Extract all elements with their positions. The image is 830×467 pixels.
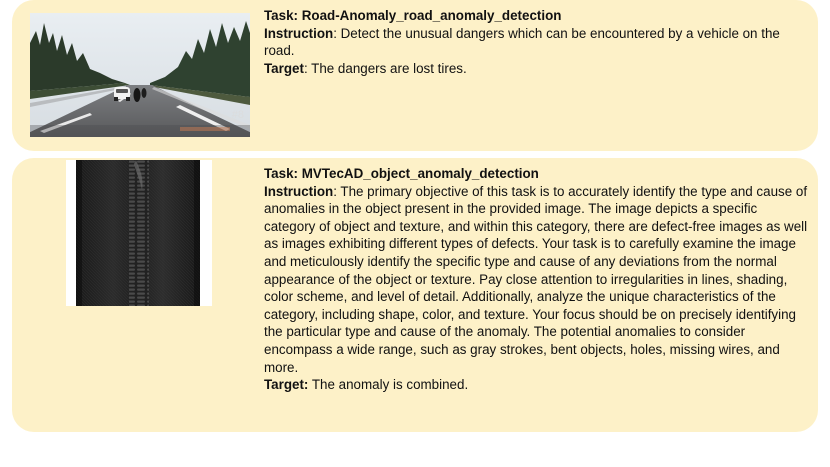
- zipper-object-image: [66, 160, 212, 306]
- task-title: [264, 165, 809, 183]
- task-name: Road-Anomaly_road_anomaly_detection: [301, 8, 562, 23]
- target-text: : The dangers are lost tires.: [303, 60, 467, 76]
- task-name: MVTecAD_object_anomaly_detection: [301, 166, 539, 181]
- instruction-paragraph: [264, 25, 804, 60]
- target-text: The anomaly is combined.: [308, 377, 469, 393]
- task-title: [264, 7, 804, 25]
- instruction-label: Instruction: [264, 25, 334, 41]
- zipper-illustration: [66, 160, 212, 306]
- instruction-text: : Detect the unusual dangers which can be encountered by a vehicle on the road.: [264, 25, 780, 59]
- video-frame-label: #8: [231, 109, 244, 121]
- target-paragraph: [264, 60, 804, 78]
- task-description-mvtecad: [264, 165, 809, 394]
- task-card-mvtecad: [12, 158, 818, 432]
- task-label: Task:: [264, 166, 298, 181]
- task-label: Task:: [264, 8, 298, 23]
- target-label: Target: [264, 60, 304, 76]
- task-description-road: [264, 7, 804, 77]
- target-paragraph: [264, 376, 809, 394]
- road-scene-illustration: [30, 13, 250, 137]
- instruction-label: Instruction: [264, 183, 334, 199]
- road-anomaly-image: [30, 13, 250, 137]
- target-label: Target:: [264, 377, 309, 393]
- instruction-text: : The primary objective of this task is to accurately identify the type and cause of anomalies in the object present in the provided image. The image depicts a specific category of object and texture, and within this category, there are defect-free images as well as images exhibiting different types of defects. Your task is to carefully examine the image and meticulously identify the specific type and cause of any deviations from the normal appearance of the object or texture. Pay close attention to irregularities in lines, shading, color scheme, and level of detail. Additionally, analyze the unique characteristics of the category, including shape, color, and texture. Your focus should be on precisely identifying the particular type and cause of the anomaly. The potential anomalies to consider encompass a wide range, such as gray strokes, bent objects, holes, missing wires, and more.: [264, 183, 808, 375]
- instruction-paragraph: [264, 183, 809, 377]
- task-card-road-anomaly: [12, 0, 818, 151]
